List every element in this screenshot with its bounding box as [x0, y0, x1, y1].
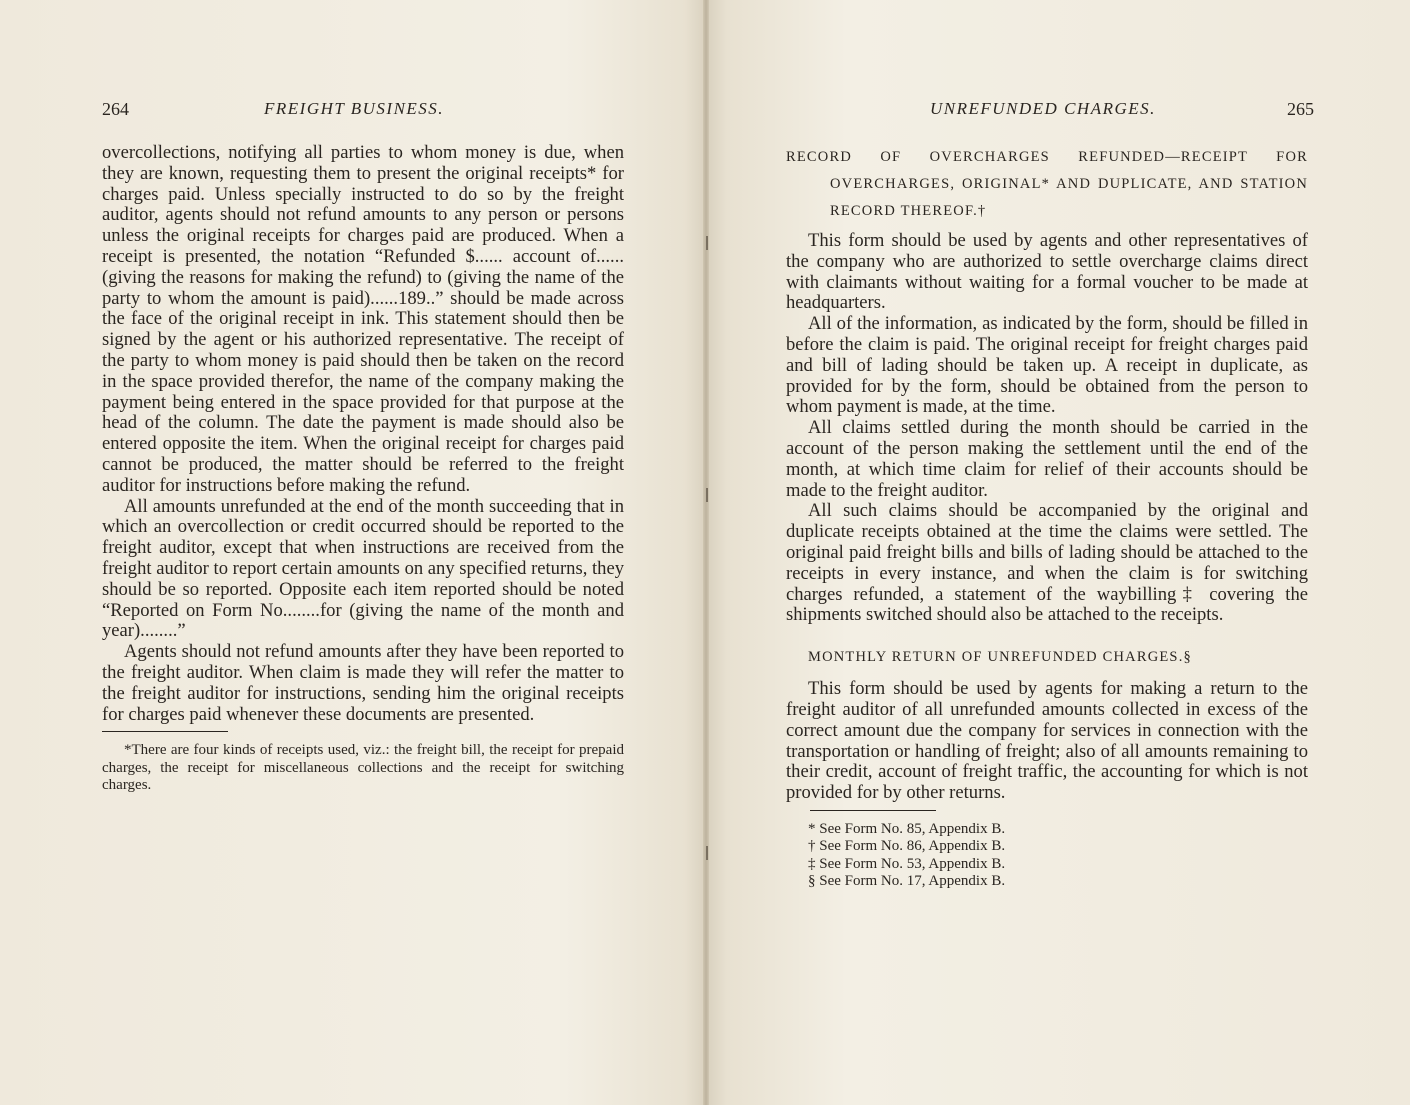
right-body-text [786, 144, 1308, 891]
stitch-mark [706, 236, 708, 250]
right-page-number: 265 [1287, 99, 1314, 119]
book-gutter [703, 0, 709, 1105]
left-paragraph-2: All amounts unrefunded at the end of the month succeeding that in which an overcollection or credit occurred should be reported to the freight auditor, except that when instructions are received from the freight auditor to report certain amounts on any specified returns, they should be so reported. Opposite each item reported should be noted “Reported on Form No........for (giving the name of the month and year)........” [102, 495, 625, 642]
left-page-number: 264 [102, 99, 129, 119]
footnote-form-53: ‡ See Form No. 53, Appendix B. [808, 855, 1006, 872]
stitch-mark [706, 488, 708, 502]
section-heading-record-of-overcharges: RECORD OF OVERCHARGES REFUNDED—RECEIPT FOR OVERCHARGES, ORIGINAL* AND DUPLICATE, AND STATION RECORD THEREOF.† [786, 149, 1308, 219]
footnote-form-86: † See Form No. 86, Appendix B. [808, 838, 1006, 855]
left-running-title: FREIGHT BUSINESS. [264, 99, 445, 118]
right-running-head [930, 96, 1314, 122]
right-running-title: UNREFUNDED CHARGES. [930, 99, 1156, 118]
right-section1-paragraph-4: All such claims should be accompanied by the original and duplicate receipts obtained at the time the claims were settled. The original paid freight bills and bills of lading should be attached to the receipts in every instance, and when the claim is for switching charges refunded, a statement of the waybilling‡ covering the shipments switched should also be attached to the receipts. [786, 500, 1308, 626]
right-footnote-divider [810, 810, 936, 811]
right-section1-paragraph-2: All of the information, as indicated by the form, should be filled in before the claim is paid. The original receipt for freight charges paid and bill of lading should be taken up. A receipt in duplicate, as provided for by the form, should be obtained from the person to whom payment is made, at the time. [786, 313, 1308, 418]
left-running-head [102, 96, 624, 122]
right-section1-paragraph-1: This form should be used by agents and other representatives of the company who are authorized to settle overcharge claims direct with claimants without waiting for a formal voucher to be made at headquarters. [786, 230, 1308, 314]
left-body-text [102, 143, 624, 795]
left-footnote: *There are four kinds of receipts used, viz.: the freight bill, the receipt for prepaid charges, the receipt for miscellaneous collections and the receipt for switching charges. [102, 742, 624, 794]
right-page [706, 0, 1410, 1105]
right-footnotes [786, 821, 1308, 891]
footnote-form-85: * See Form No. 85, Appendix B. [808, 820, 1006, 837]
footnote-form-17: § See Form No. 17, Appendix B. [808, 873, 1006, 890]
left-paragraph-3: Agents should not refund amounts after they have been reported to the freight auditor. When claim is made they will refer the matter to the freight auditor for instructions, sending him the original receipts for charges paid whenever these documents are presented. [102, 641, 624, 725]
footnote-divider [102, 731, 228, 732]
left-paragraph-1: overcollections, notifying all parties to whom money is due, when they are known, requesting them to present the original receipts* for charges paid. Unless specially instructed to do so by the freight auditor, agents should not refund amounts to any person or persons unless the original receipts for charges paid are produced. When a receipt is presented, the notation “Refunded $...... account of......(giving the reasons for making the refund) to (giving the name of the party to whom the amount is paid)......189..” should be made across the face of the original receipt in ink. This statement should then be signed by the agent or his authorized representative. The receipt of the party to whom money is paid should then be taken on the record in the space provided therefor, the name of the company making the payment being entered in the space provided for that purpose at the head of the column. The date the payment is made should also be entered opposite the item. When the original receipt for charges paid cannot be produced, the matter should be referred to the freight auditor for instructions before making the refund. [102, 142, 624, 496]
right-section2-paragraph-1: This form should be used by agents for making a return to the freight auditor of all unrefunded amounts collected in excess of the correct amount due the company for services in connection with the transportation or handling of freight; also of all amounts remaining to their credit, account of freight traffic, the accounting for which is not provided for by other returns. [786, 678, 1308, 804]
section-heading-monthly-return: MONTHLY RETURN OF UNREFUNDED CHARGES.§ [808, 649, 1192, 666]
stitch-mark [706, 846, 708, 860]
right-section1-paragraph-3: All claims settled during the month should be carried in the account of the person making the settlement until the end of the month, at which time claim for relief of their accounts should be made to the freight auditor. [786, 417, 1308, 501]
